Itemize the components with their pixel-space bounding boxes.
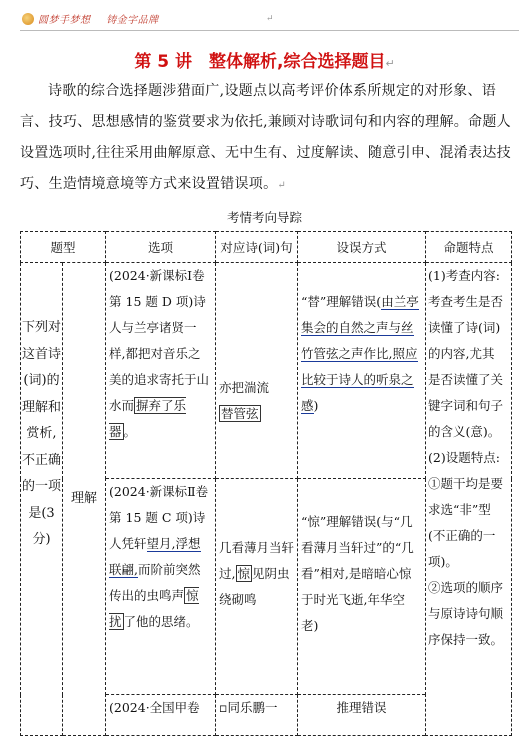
option-cell-1	[106, 263, 216, 479]
feature-line: 的内容,尤其	[428, 346, 495, 361]
feature-line: 序保持一致。	[428, 632, 504, 647]
poem-line-end: 见阴虫绕砌鸣	[219, 566, 290, 607]
feature-line: ①题干均是要	[428, 476, 504, 491]
option-text: (2024·新课标Ⅱ卷第 15 题 C 项)诗人凭轩	[109, 484, 209, 551]
feature-line: 键字词和句子	[428, 398, 504, 413]
feature-line: 与原诗诗句顺	[428, 606, 504, 621]
feature-line: (不正确的一	[428, 528, 496, 543]
option-highlight: 惊扰	[109, 588, 199, 629]
error-cell-3	[298, 695, 426, 736]
option-text-end: 了他的思绪。	[123, 614, 199, 629]
header-poem-line: 对应诗(词)句	[216, 232, 298, 263]
option-underlined: 望月,浮想联翩,	[109, 536, 201, 577]
question-type-cell	[21, 263, 63, 736]
error-text: 推理错误	[336, 700, 387, 715]
error-text: “惊”理解错误(与“几看薄月当轩过”的“几看”相对,是暗暗心惊于时光飞逝,年华空老)	[301, 514, 414, 633]
paragraph-mark: ↵	[277, 180, 287, 191]
error-text-end: )	[313, 398, 319, 413]
paragraph-mark: ↵	[385, 57, 395, 70]
header-option: 选项	[106, 232, 216, 263]
feature-line: 求选“非”型	[428, 502, 491, 517]
feature-line: 项)。	[428, 554, 458, 569]
option-highlight: 摒弃了乐器	[109, 398, 187, 439]
paragraph-mark: ↵	[266, 14, 274, 24]
page-header	[0, 0, 529, 32]
lesson-title-text: 第 5 讲 整体解析,综合选择题目	[134, 52, 386, 72]
feature-line: 读懂了诗(词)	[428, 320, 501, 335]
error-cell-2	[298, 479, 426, 695]
poem-line: 几看薄月当轩过,	[219, 540, 295, 581]
poem-highlight: 替管弦	[221, 406, 259, 421]
intro-text: 诗歌的综合选择题涉猎面广,设题点以高考评价体系所规定的对形象、语言、技巧、思想感情的鉴赏要求为依托,兼顾对诗歌词句和内容的理解。命题人设置选项时,往往采用曲解原意、无中生有、过度解读、随意引申、混淆表达技巧、生造情境意境等方式来设置错误项。	[20, 83, 511, 192]
error-underlined: 由兰亭集会的自然之声与丝竹管弦之声作比,	[301, 294, 419, 361]
poem-cell-2	[216, 479, 298, 695]
exam-guide-table	[20, 231, 512, 736]
brand-slogan-left: 圆梦手梦想	[38, 15, 91, 26]
sub-type-text: 理解	[71, 491, 98, 506]
option-text: (2024·新课标Ⅰ卷第 15 题 D 项)诗人与兰亭诸贤一样,都把对音乐之美的追求寄托于山水而	[109, 268, 210, 413]
feature-line: (1)考查内容:	[428, 268, 500, 283]
table-caption-text: 考情考向导踪	[226, 210, 302, 225]
brand-logo-icon	[22, 13, 34, 25]
option-cell-3	[106, 695, 216, 736]
table-caption	[0, 208, 529, 226]
header-features: 命题特点	[426, 232, 512, 263]
feature-line: 的含义(意)。	[428, 424, 501, 439]
feature-line: (2)设题特点:	[428, 450, 500, 465]
sub-type-cell	[63, 263, 106, 736]
header-error-method: 设误方式	[298, 232, 426, 263]
option-text-end: 。	[123, 424, 137, 439]
features-cell	[426, 263, 512, 736]
header-question-type: 题型	[21, 232, 106, 263]
poem-cell-3	[216, 695, 298, 736]
error-underlined-2: 照应比较于诗人的听泉之感	[301, 346, 418, 413]
brand-slogan-right: 铸金字品牌	[106, 15, 159, 26]
feature-line: ②选项的顺序	[428, 580, 504, 595]
error-cell-1	[298, 263, 426, 479]
option-text: (2024·全国甲卷	[109, 700, 200, 715]
option-cell-2	[106, 479, 216, 695]
table-header-row	[21, 232, 512, 263]
poem-line: ▫同乐鹏一	[219, 700, 278, 715]
poem-line: 亦把湍流	[219, 380, 270, 395]
question-type-text: 下列对这首诗(词)的理解和赏析,不正确的一项是(3分)	[21, 320, 61, 547]
lesson-title	[0, 47, 529, 72]
feature-line: 考查考生是否	[428, 294, 504, 309]
error-text: “替”理解错误(	[301, 294, 382, 309]
poem-cell-1	[216, 263, 298, 479]
feature-line: 是否读懂了关	[428, 372, 504, 387]
poem-highlight: 惊	[237, 566, 251, 581]
header-divider	[20, 30, 519, 31]
table-row	[21, 263, 512, 479]
brand-slogan	[38, 11, 171, 26]
option-text-mid: 而阶前突然传出的虫鸣声	[109, 562, 201, 603]
intro-paragraph	[20, 76, 516, 201]
